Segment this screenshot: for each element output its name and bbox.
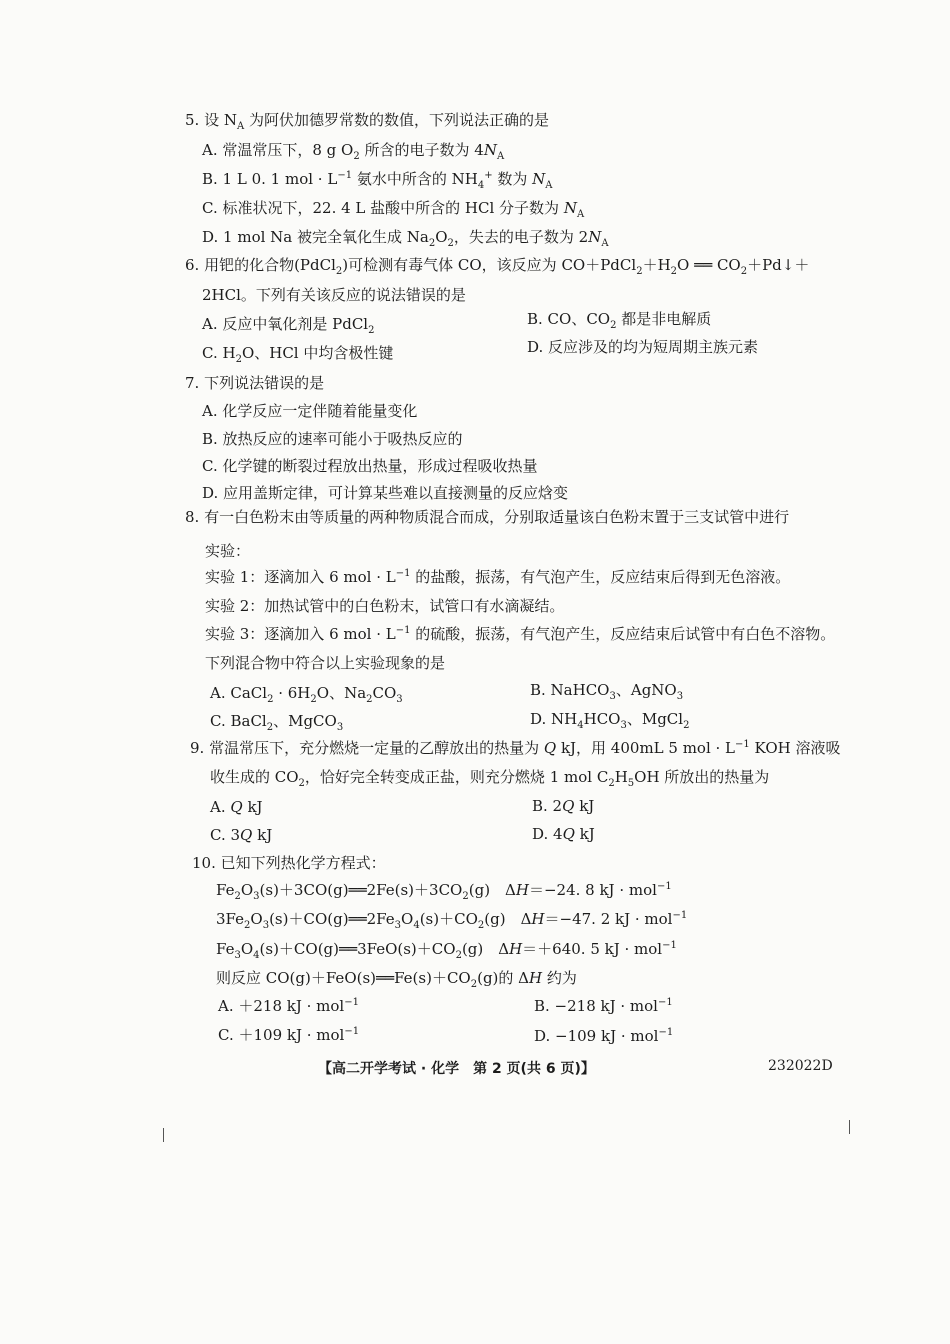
q8-experiment-3: 实验 3：逐滴加入 6 mol · $L^{-1}$ 的硫酸，振荡，有气泡产生，反应结束后试管中有白色不溶物。: [205, 625, 836, 643]
q10-equation-3: $Fe_3O_4(s)+CO(g)══3FeO(s)+CO_2(g)$ ΔH＝＋640. 5 kJ · mol$^{-1}$: [216, 940, 677, 961]
q8-question: 下列混合物中符合以上实验现象的是: [205, 654, 446, 672]
q5-stem: 5. 设 $N_A$ 为阿伏加德罗常数的数值，下列说法正确的是: [185, 111, 549, 132]
q5-option-d: D. 1 mol Na 被完全氧化生成 $Na_2O_2$，失去的电子数为 $2N_A$: [202, 228, 609, 249]
q9-option-d: D. 4Q kJ: [532, 825, 595, 843]
q10-option-a: A. ＋218 kJ · mol$^{-1}$: [218, 997, 359, 1015]
q8-experiment-2: 实验 2：加热试管中的白色粉末，试管口有水滴凝结。: [205, 597, 565, 615]
q7-option-b: B. 放热反应的速率可能小于吸热反应的: [202, 430, 463, 448]
q9-option-b: B. 2Q kJ: [532, 797, 595, 815]
q5-option-a: A. 常温常压下，8 g $O_2$ 所含的电子数为 $4N_A$: [202, 141, 505, 162]
q7-option-c: C. 化学键的断裂过程放出热量，形成过程吸收热量: [202, 457, 538, 475]
q10-equation-2: $3Fe_2O_3(s)+CO(g)══2Fe_3O_4(s)+CO_2(g)$ ΔH＝−47. 2 kJ · mol$^{-1}$: [216, 910, 688, 931]
q5-option-b: B. 1 L 0. 1 mol · $L^{-1}$ 氨水中所含的 $NH_4^+$ 数为 $N_A$: [202, 170, 553, 191]
q6-stem-line2: 2HCl。下列有关该反应的说法错误的是: [202, 286, 466, 304]
scan-mark-right: [849, 1120, 850, 1134]
q6-option-a: A. 反应中氧化剂是 PdCl$_2$: [202, 315, 375, 336]
q10-option-c: C. ＋109 kJ · mol$^{-1}$: [218, 1026, 360, 1044]
q8-stem-line2: 实验：: [205, 542, 251, 560]
scan-mark-left: [163, 1128, 164, 1142]
q7-option-d: D. 应用盖斯定律，可计算某些难以直接测量的反应焓变: [202, 484, 569, 502]
q9-option-a: A. Q kJ: [210, 798, 263, 816]
q5-option-c: C. 标准状况下，22. 4 L 盐酸中所含的 HCl 分子数为 $N_A$: [202, 199, 585, 220]
q10-option-d: D. −109 kJ · mol$^{-1}$: [534, 1027, 674, 1045]
q8-option-a: A. CaCl$_2$ · $6H_2O$、$Na_2CO_3$: [210, 684, 403, 705]
page-footer-title: 【高二开学考试 · 化学 第 2 页(共 6 页)】: [318, 1061, 595, 1077]
q10-question: 则反应 $CO(g)+FeO(s)══Fe(s)+CO_2(g)$的 ΔH 约为: [216, 969, 577, 990]
q9-stem-line2: 收生成的 $CO_2$，恰好完全转变成正盐，则充分燃烧 1 mol $C_2H_5OH$ 所放出的热量为: [210, 768, 770, 789]
q6-option-c: C. $H_2O$、HCl 中均含极性键: [202, 344, 394, 365]
q10-equation-1: $Fe_2O_3(s)+3CO(g)══2Fe(s)+3CO_2(g)$ ΔH＝−24. 8 kJ · mol$^{-1}$: [216, 881, 672, 902]
q10-stem: 10. 已知下列热化学方程式：: [192, 854, 386, 872]
page-footer-code: 232022D: [768, 1058, 833, 1074]
q8-option-b: B. NaHCO$_3$、AgNO$_3$: [530, 681, 684, 702]
q6-option-d: D. 反应涉及的均为短周期主族元素: [527, 338, 759, 356]
q8-option-d: D. $NH_4HCO_3$、MgCl$_2$: [530, 710, 690, 731]
q7-option-a: A. 化学反应一定伴随着能量变化: [202, 402, 418, 420]
q7-stem: 7. 下列说法错误的是: [185, 374, 325, 392]
q8-option-c: C. BaCl$_2$、MgCO$_3$: [210, 712, 344, 733]
q6-option-b: B. CO、$CO_2$ 都是非电解质: [527, 310, 712, 331]
q10-option-b: B. −218 kJ · mol$^{-1}$: [534, 997, 673, 1015]
q8-stem-line1: 8. 有一白色粉末由等质量的两种物质混合而成，分别取适量该白色粉末置于三支试管中进行: [185, 508, 790, 526]
q9-option-c: C. 3Q kJ: [210, 826, 273, 844]
q8-experiment-1: 实验 1：逐滴加入 6 mol · $L^{-1}$ 的盐酸，振荡，有气泡产生，反应结束后得到无色溶液。: [205, 568, 791, 586]
q9-stem-line1: 9. 常温常压下，充分燃烧一定量的乙醇放出的热量为 Q kJ，用 400mL 5 mol · $L^{-1}$ KOH 溶液吸: [190, 739, 841, 757]
q6-stem-line1: 6. 用钯的化合物(PdCl$_2$)可检测有毒气体 CO，该反应为 $CO+PdCl_2+H_2O$ ══ $CO_2+Pd↓+$: [185, 256, 810, 277]
